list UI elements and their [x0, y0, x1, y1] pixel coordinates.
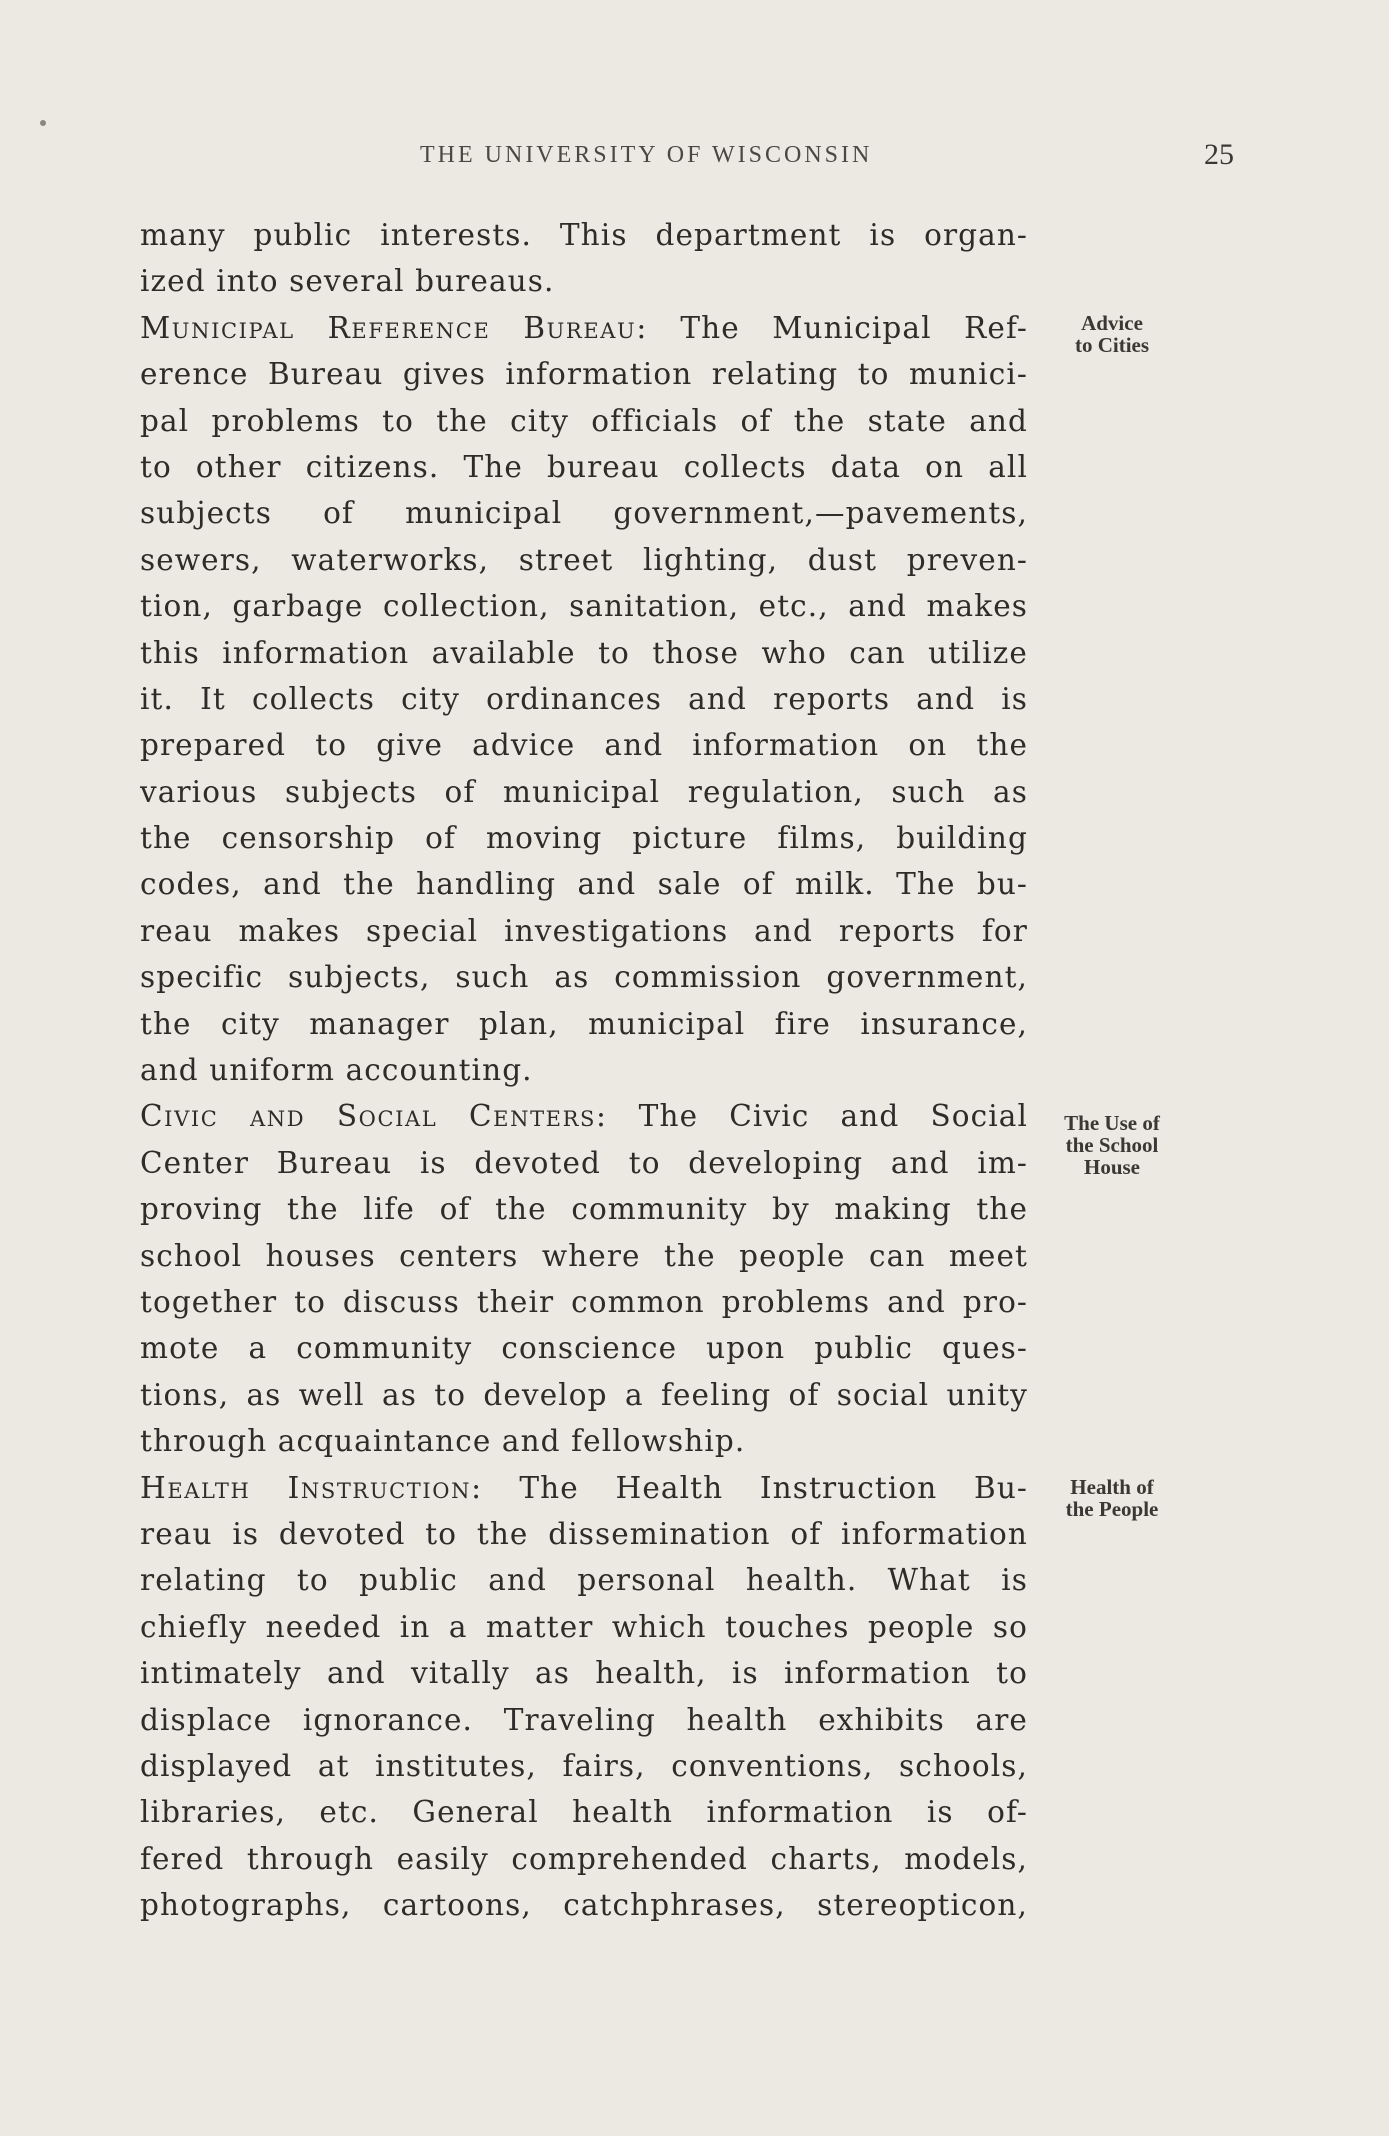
- text-line: this information available to those who can utilize: [140, 635, 1028, 670]
- margin-note-line: the School: [1065, 1133, 1159, 1157]
- text-line: prepared to give advice and information on the: [140, 728, 1028, 763]
- text-line: chiefly needed in a matter which touches people so: [140, 1609, 1028, 1644]
- section-caption: Health Instruction:: [140, 1470, 483, 1505]
- section-caption: Municipal Reference Bureau:: [140, 310, 648, 345]
- text-line: tions, as well as to develop a feeling of social unity: [140, 1377, 1028, 1412]
- text-line: fered through easily comprehended charts, models,: [140, 1841, 1028, 1876]
- section-caption: Civic and Social Centers:: [140, 1099, 608, 1134]
- text-line: it. It collects city ordinances and reports and is: [140, 681, 1028, 716]
- speck: [40, 120, 46, 126]
- margin-note-line: House: [1083, 1155, 1140, 1179]
- text-line: displayed at institutes, fairs, conventions, schools,: [140, 1748, 1028, 1783]
- text-line: reau makes special investigations and reports for: [140, 913, 1028, 948]
- margin-note-line: to Cities: [1074, 333, 1150, 357]
- section-heading-line: [140, 1465, 1028, 1511]
- text-line: reau is devoted to the dissemination of information: [140, 1516, 1028, 1551]
- section-lead: The Health Instruction Bu-: [482, 1470, 1028, 1505]
- text-line: subjects of municipal government,—pavements,: [140, 496, 1028, 531]
- text-line: relating to public and personal health. What is: [140, 1563, 1028, 1598]
- text-line: mote a community conscience upon public ques-: [140, 1331, 1028, 1366]
- text-line: ized into several bureaus.: [140, 264, 555, 299]
- text-line: photographs, cartoons, catchphrases, stereopticon,: [140, 1888, 1028, 1923]
- text-line: Center Bureau is devoted to developing and im-: [140, 1145, 1028, 1180]
- margin-note-health: [1052, 1476, 1172, 1520]
- text-line: through acquaintance and fellowship.: [140, 1424, 746, 1459]
- page-number: 25: [1204, 138, 1234, 171]
- text-line: the city manager plan, municipal fire insurance,: [140, 1006, 1028, 1041]
- text-line: tion, garbage collection, sanitation, etc., and makes: [140, 589, 1028, 624]
- text-line: erence Bureau gives information relating to munici-: [140, 357, 1028, 392]
- section-lead: The Municipal Ref-: [647, 310, 1028, 345]
- text-line: sewers, waterworks, street lighting, dust preven-: [140, 542, 1028, 577]
- body-text: [140, 212, 1028, 1928]
- text-line: libraries, etc. General health information is of-: [140, 1795, 1028, 1830]
- text-line: together to discuss their common problems and pro-: [140, 1284, 1028, 1319]
- text-line: and uniform accounting.: [140, 1053, 533, 1088]
- text-line: pal problems to the city officials of the state and: [140, 403, 1028, 438]
- text-line: school houses centers where the people can meet: [140, 1238, 1028, 1273]
- text-line: many public interests. This department is organ-: [140, 218, 1028, 252]
- text-line: codes, and the handling and sale of milk. The bu-: [140, 867, 1028, 902]
- margin-note-advice-to-cities: [1052, 312, 1172, 356]
- margin-note-school-house: [1052, 1112, 1172, 1178]
- text-line: proving the life of the community by making the: [140, 1192, 1028, 1227]
- running-title: THE UNIVERSITY OF WISCONSIN: [420, 142, 873, 168]
- text-line: the censorship of moving picture films, building: [140, 821, 1028, 856]
- margin-note-line: the People: [1065, 1497, 1159, 1521]
- text-line: specific subjects, such as commission government,: [140, 960, 1028, 995]
- section-heading-line: [140, 305, 1028, 351]
- text-line: displace ignorance. Traveling health exhibits are: [140, 1702, 1028, 1737]
- margin-note-line: Advice: [1081, 311, 1143, 335]
- text-line: various subjects of municipal regulation, such as: [140, 774, 1028, 809]
- section-lead: The Civic and Social: [607, 1099, 1028, 1134]
- section-heading-line: [140, 1093, 1028, 1139]
- text-line: to other citizens. The bureau collects data on all: [140, 449, 1028, 484]
- text-line: intimately and vitally as health, is information to: [140, 1656, 1028, 1691]
- margin-note-line: The Use of: [1064, 1111, 1160, 1135]
- margin-note-line: Health of: [1070, 1475, 1154, 1499]
